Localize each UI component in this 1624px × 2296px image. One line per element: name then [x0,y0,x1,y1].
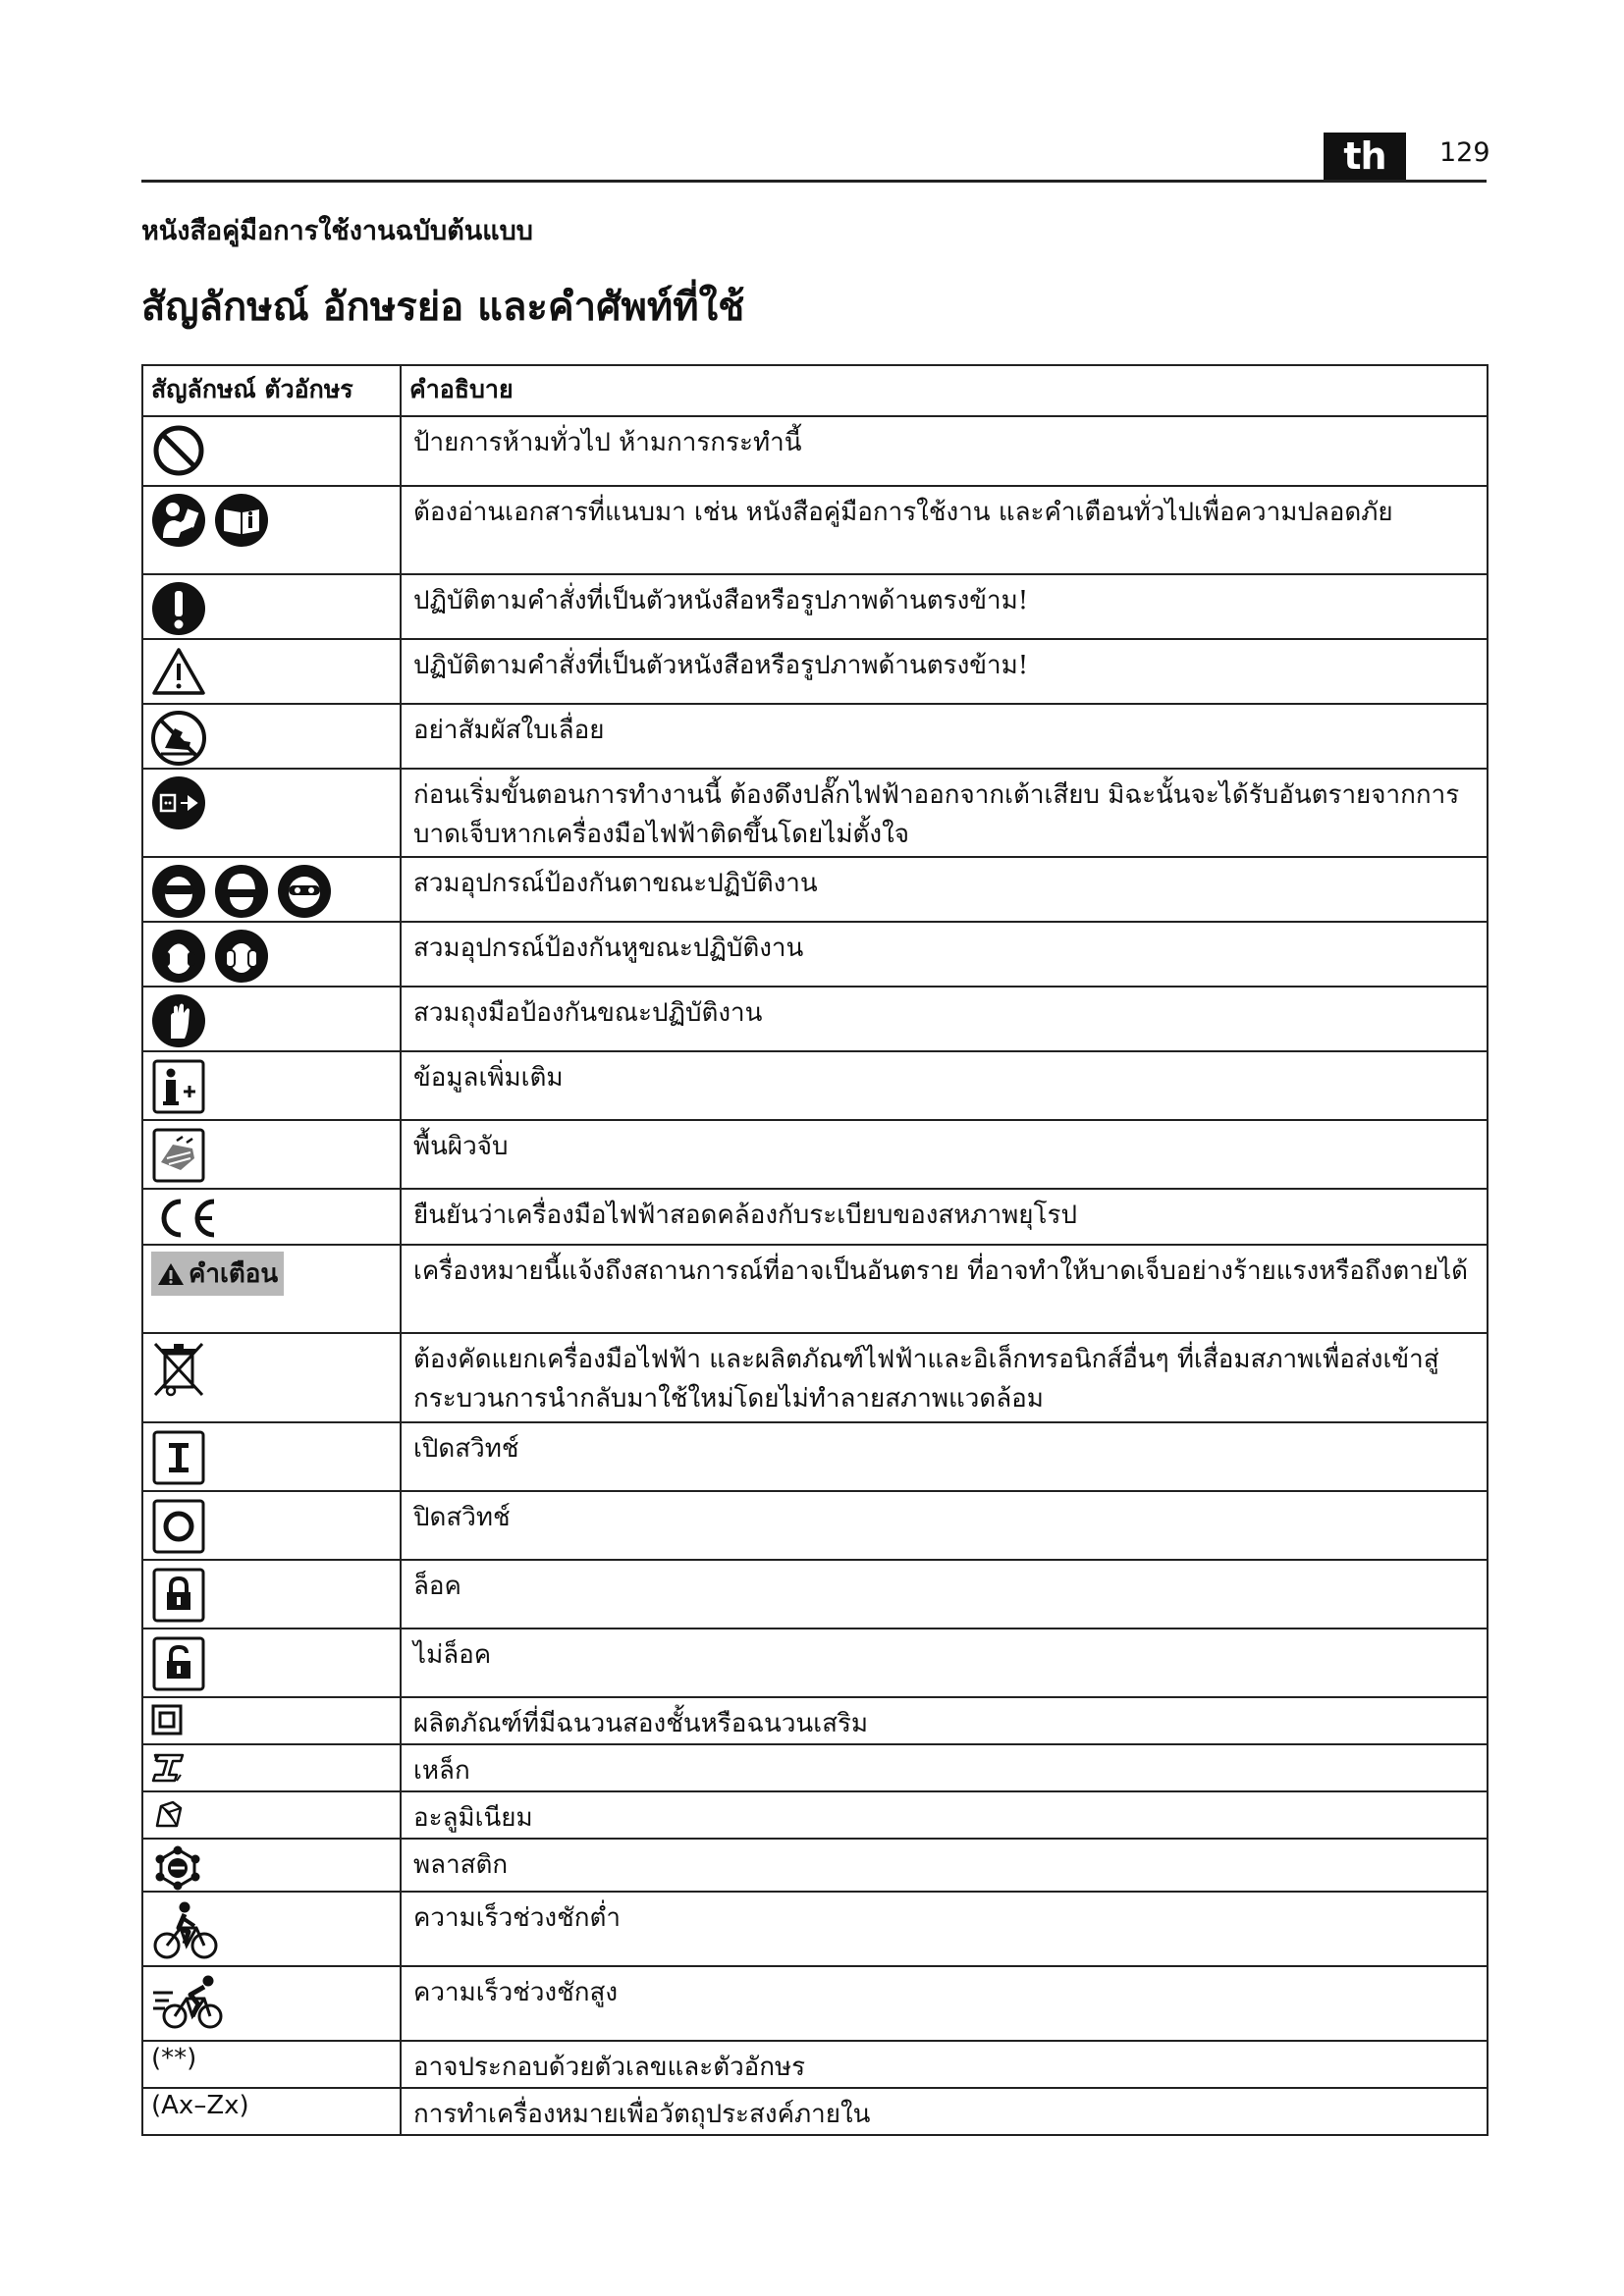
double-insulation-icon [151,1704,183,1735]
symbol-cell [142,1560,401,1629]
table-row [142,1422,1488,1491]
switch-on-icon [151,1429,206,1486]
description-cell: พื้นผิวจับ [401,1120,1488,1189]
symbol-cell [142,2041,401,2088]
prohibition-icon [151,423,206,478]
table-row [142,1791,1488,1839]
lock-icon [151,1567,206,1624]
document-subtitle: หนังสือคู่มือการใช้งานฉบับต้นแบบ [141,216,533,246]
description-cell: ข้อมูลเพิ่มเติม [401,1051,1488,1120]
ear-protection-icon [151,929,206,984]
table-row [142,769,1488,857]
symbol-cell [142,574,401,639]
symbol-cell [142,922,401,987]
ce-mark-icon [151,1196,220,1241]
symbols-table [141,364,1489,2136]
ear-muffs-icon [214,929,269,984]
symbol-cell [142,1491,401,1560]
table-row [142,1892,1488,1966]
symbol-cell [142,1051,401,1120]
table-row [142,574,1488,639]
page-title: สัญลักษณ์ อักษรย่อ และคำศัพท์ที่ใช้ [141,284,745,330]
description-cell: ไม่ล็อค [401,1629,1488,1697]
grip-surface-icon [151,1127,206,1184]
symbol-cell [142,486,401,574]
symbol-cell [142,1333,401,1422]
description-cell: ความเร็วช่วงชักต่ำ [401,1892,1488,1966]
symbol-cell [142,857,401,922]
table-row [142,1560,1488,1629]
info-plus-icon [151,1058,206,1115]
description-cell: สวมอุปกรณ์ป้องกันหูขณะปฏิบัติงาน [401,922,1488,987]
header-rule [141,180,1487,183]
face-shield-icon [214,864,269,919]
symbol-code: (Ax–Zx) [151,2091,249,2120]
warning-triangle-icon [157,1261,185,1287]
description-cell: ปิดสวิทช์ [401,1491,1488,1560]
table-row [142,1245,1488,1333]
description-cell: ผลิตภัณฑ์ที่มีฉนวนสองชั้นหรือฉนวนเสริม [401,1697,1488,1744]
table-row [142,1697,1488,1744]
description-cell: ต้องอ่านเอกสารที่แนบมา เช่น หนังสือคู่มือการใช้งาน และคำเตือนทั่วไปเพื่อความปลอดภัย [401,486,1488,574]
symbol-cell [142,1697,401,1744]
table-row [142,704,1488,769]
table-row [142,2088,1488,2135]
table-row [142,639,1488,704]
description-cell: อะลูมิเนียม [401,1791,1488,1839]
language-badge: th [1324,133,1406,180]
description-cell: ป้ายการห้ามทั่วไป ห้ามการกระทำนี้ [401,416,1488,486]
low-speed-bike-icon [151,1898,220,1961]
description-cell: ปฏิบัติตามคำสั่งที่เป็นตัวหนังสือหรือรูปภาพด้านตรงข้าม! [401,639,1488,704]
mandatory-exclamation-icon [151,581,206,636]
symbol-cell [142,1839,401,1892]
warning-badge-label: คำเตือน [189,1259,279,1289]
symbol-cell [142,1744,401,1791]
aluminium-icon [151,1798,187,1832]
read-manual-person-icon [151,493,206,548]
symbol-code: (**) [151,2044,197,2073]
table-row [142,1051,1488,1120]
gloves-icon [151,993,206,1048]
plastic-pvc-icon [151,1845,204,1891]
description-cell: เปิดสวิทช์ [401,1422,1488,1491]
column-header-symbol: สัญลักษณ์ ตัวอักษร [142,365,401,416]
description-cell: ล็อค [401,1560,1488,1629]
warning-badge [151,1252,284,1296]
read-manual-book-icon [214,493,269,548]
description-cell: ต้องคัดแยกเครื่องมือไฟฟ้า และผลิตภัณฑ์ไฟฟ้าและอิเล็กทรอนิกส์อื่นๆ ที่เสื่อมสภาพเพื่อส่งเข้าสู่กระบวนการนำกลับมาใช้ใหม่โดยไม่ทำลายสภาพแวดล้อม [401,1333,1488,1422]
warning-triangle-icon [151,646,206,697]
symbol-cell [142,1629,401,1697]
symbol-cell [142,1966,401,2041]
table-row [142,1966,1488,2041]
description-cell: พลาสติก [401,1839,1488,1892]
description-cell: อย่าสัมผัสใบเลื่อย [401,704,1488,769]
symbol-cell [142,1120,401,1189]
symbol-cell [142,2088,401,2135]
table-row [142,1120,1488,1189]
eye-protection-icon [151,864,206,919]
symbol-cell [142,1892,401,1966]
symbol-cell [142,1245,401,1333]
symbol-cell [142,987,401,1051]
description-cell: เหล็ก [401,1744,1488,1791]
description-cell: ก่อนเริ่มขั้นตอนการทำงานนี้ ต้องดึงปลั๊กไฟฟ้าออกจากเต้าเสียบ มิฉะนั้นจะได้รับอันตรายจากการบาดเจ็บหากเครื่องมือไฟฟ้าติดขึ้นโดยไม่ตั้งใจ [401,769,1488,857]
unplug-icon [151,775,206,830]
symbol-cell [142,416,401,486]
symbol-cell [142,704,401,769]
description-cell: เครื่องหมายนี้แจ้งถึงสถานการณ์ที่อาจเป็นอันตราย ที่อาจทำให้บาดเจ็บอย่างร้ายแรงหรือถึงตายได้ [401,1245,1488,1333]
table-row [142,486,1488,574]
table-row [142,1333,1488,1422]
no-touch-blade-icon [151,711,206,766]
description-cell: ยืนยันว่าเครื่องมือไฟฟ้าสอดคล้องกับระเบียบของสหภาพยุโรป [401,1189,1488,1245]
page-number: 129 [1439,137,1490,168]
table-row [142,416,1488,486]
symbol-cell [142,769,401,857]
weee-bin-icon [151,1340,206,1399]
description-cell: สวมอุปกรณ์ป้องกันตาขณะปฏิบัติงาน [401,857,1488,922]
table-row [142,1839,1488,1892]
description-cell: อาจประกอบด้วยตัวเลขและตัวอักษร [401,2041,1488,2088]
table-row [142,1744,1488,1791]
high-speed-bike-icon [151,1973,226,2032]
column-header-description: คำอธิบาย [401,365,1488,416]
steel-icon [151,1751,187,1785]
goggles-icon [277,864,332,919]
table-header-row [142,365,1488,416]
table-row [142,1491,1488,1560]
table-row [142,857,1488,922]
description-cell: ความเร็วช่วงชักสูง [401,1966,1488,2041]
table-row [142,922,1488,987]
switch-off-icon [151,1498,206,1555]
unlock-icon [151,1635,206,1692]
symbol-cell [142,1791,401,1839]
table-row [142,1629,1488,1697]
table-row [142,2041,1488,2088]
description-cell: สวมถุงมือป้องกันขณะปฏิบัติงาน [401,987,1488,1051]
symbol-cell [142,1422,401,1491]
symbol-cell [142,639,401,704]
table-row [142,1189,1488,1245]
description-cell: การทำเครื่องหมายเพื่อวัตถุประสงค์ภายใน [401,2088,1488,2135]
symbol-cell [142,1189,401,1245]
description-cell: ปฏิบัติตามคำสั่งที่เป็นตัวหนังสือหรือรูปภาพด้านตรงข้าม! [401,574,1488,639]
table-row [142,987,1488,1051]
